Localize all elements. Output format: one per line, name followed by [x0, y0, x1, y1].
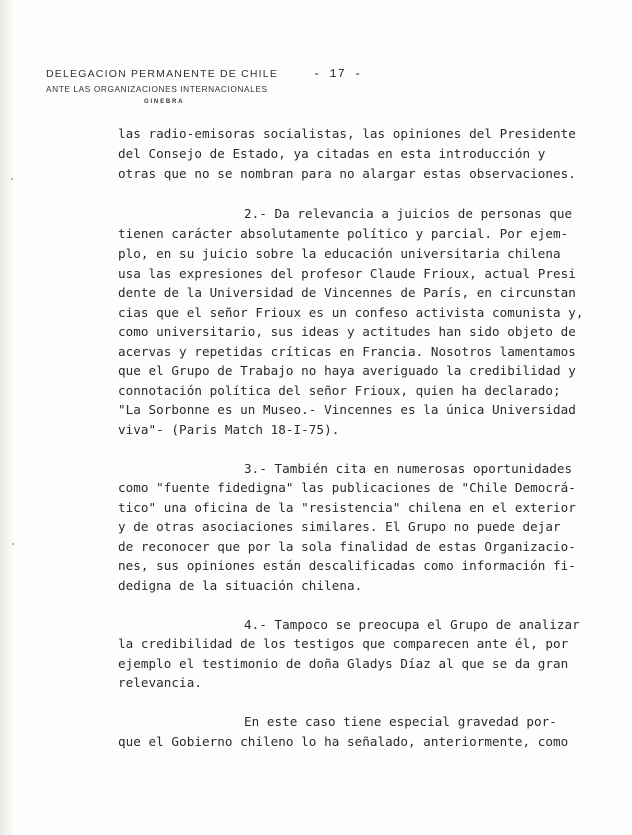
- text-line: de reconocer que por la sola finalidad de estas Organizacio-: [118, 539, 576, 554]
- text-line: como "fuente fidedigna" las publicaciones de "Chile Democrá-: [118, 480, 576, 495]
- text-line: usa las expresiones del profesor Claude Frioux, actual Presi: [118, 266, 576, 281]
- text-line: viva"- (Paris Match 18-I-75).: [118, 422, 340, 437]
- text-line: que el Gobierno chileno lo ha señalado, anteriormente, como: [118, 734, 569, 749]
- letterhead: [46, 68, 278, 105]
- page-number: - 17 -: [313, 67, 363, 81]
- text-line: otras que no se nombran para no alargar estas observaciones.: [118, 166, 576, 181]
- text-line: tienen carácter absolutamente político y parcial. Por ejem-: [118, 226, 569, 241]
- letterhead-organizations: ANTE LAS ORGANIZACIONES INTERNACIONALES: [46, 84, 268, 94]
- text-line: plo, en su juicio sobre la educación universitaria chilena: [118, 246, 561, 261]
- text-line: dedigna de la situación chilena.: [118, 578, 363, 593]
- text-line: nes, sus opiniones están descalificadas como información fi-: [118, 558, 576, 573]
- scan-edge-shadow: [0, 0, 14, 835]
- text-line: 2.- Da relevancia a juicios de personas que: [244, 206, 573, 221]
- text-line: las radio-emisoras socialistas, las opiniones del Presidente: [118, 126, 576, 141]
- letterhead-city: GINEBRA: [144, 99, 185, 105]
- letterhead-delegation: DELEGACION PERMANENTE DE CHILE: [46, 68, 279, 80]
- text-line: 4.- Tampoco se preocupa el Grupo de analizar: [244, 617, 580, 632]
- text-line: tico" una oficina de la "resistencia" chilena en el exterior: [118, 500, 576, 515]
- text-line: relevancia.: [118, 675, 202, 690]
- text-line: del Consejo de Estado, ya citadas en esta introducción y: [118, 146, 546, 161]
- text-line: En este caso tiene especial gravedad por-: [244, 714, 557, 729]
- text-line: 3.- También cita en numerosas oportunidades: [244, 461, 573, 476]
- text-line: connotación política del señor Frioux, quien ha declarado;: [118, 383, 561, 398]
- text-line: que el Grupo de Trabajo no haya averiguado la credibilidad y: [118, 363, 576, 378]
- text-line: ejemplo el testimonio de doña Gladys Díaz al que se da gran: [118, 656, 569, 671]
- scan-speck: [11, 178, 13, 180]
- text-line: la credibilidad de los testigos que comparecen ante él, por: [118, 636, 569, 651]
- text-line: acervas y repetidas críticas en Francia. Nosotros lamentamos: [118, 344, 576, 359]
- scan-speck: [12, 543, 14, 545]
- text-line: cias que el señor Frioux es un confeso activista comunista y,: [118, 305, 584, 320]
- text-line: como universitario, sus ideas y actitudes han sido objeto de: [118, 324, 576, 339]
- text-line: "La Sorbonne es un Museo.- Vincennes es la única Universidad: [118, 402, 576, 417]
- text-line: y de otras asociaciones similares. El Grupo no puede dejar: [118, 519, 561, 534]
- text-line: dente de la Universidad de Vincennes de París, en circunstan: [118, 285, 576, 300]
